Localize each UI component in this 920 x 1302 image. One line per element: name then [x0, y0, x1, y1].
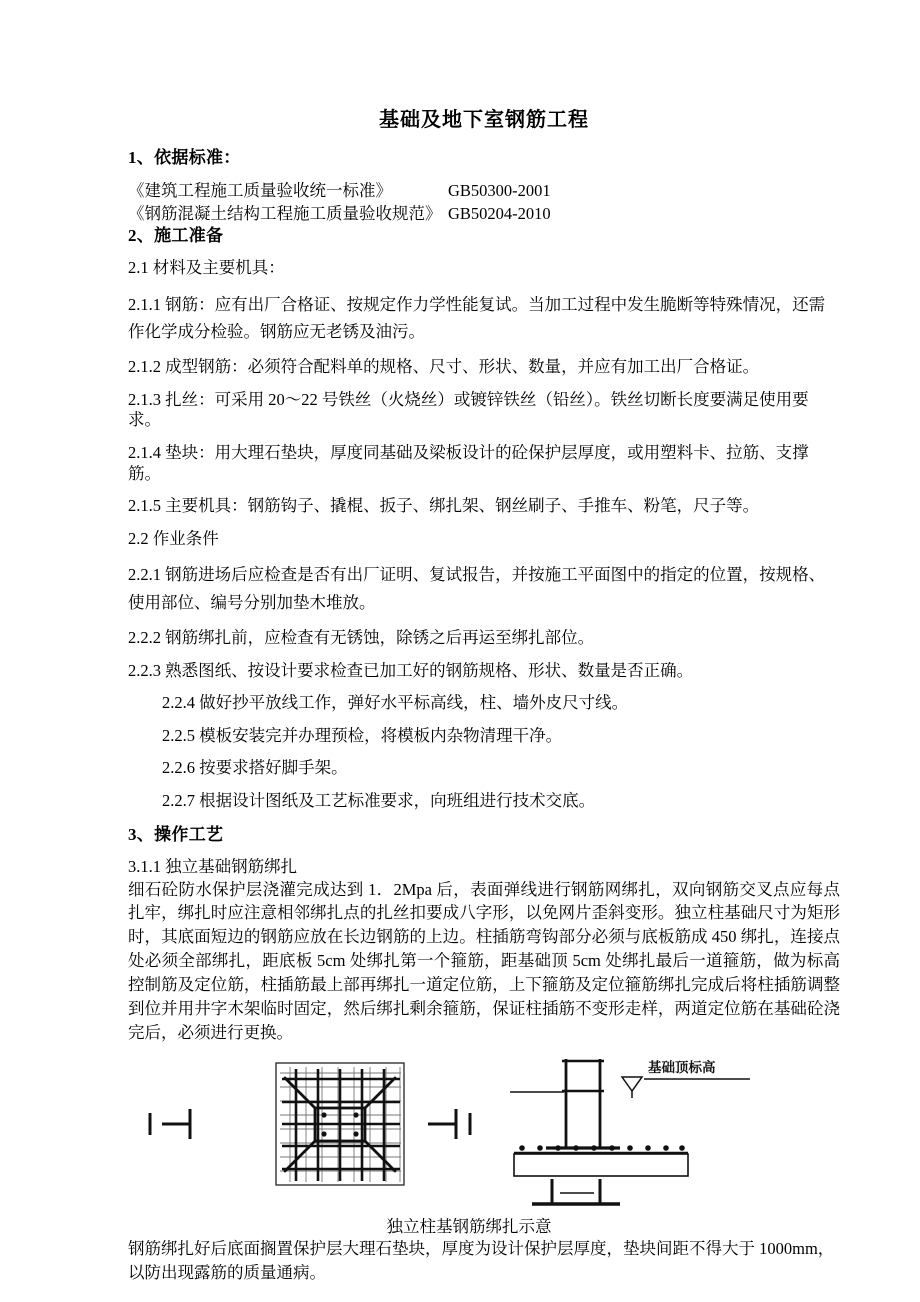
paragraph-3-1-1: 细石砼防水保护层浇灌完成达到 1．2Mpa 后，表面弹线进行钢筋网绑扎，双向钢筋交叉点应每点扎牢，绑扎时应注意相邻绑扎点的扎丝扣要成八字形，以免网片歪斜变形。独立柱基础尺寸为矩形时，其底面短边的钢筋应放在长边钢筋的上边。柱插筋弯钩部分必须与底板筋成 450 绑扎，连接点处必须全部绑扎，距底板 5cm 处绑扎第一个箍筋，距基础顶 5cm 处绑扎最后一道箍筋，做为标高控制筋及定位筋，柱插筋最上部再绑扎一道定位筋，上下箍筋及定位箍筋绑扎完成后将柱插筋调整到位并用井字木架临时固定，然后绑扎剩余箍筋，保证柱插筋不变形走样，两道定位筋在基础砼浇完后，必须进行更换。	[128, 879, 840, 1043]
item-2-2-7: 2.2.7 根据设计图纸及工艺标准要求，向班组进行技术交底。	[162, 791, 596, 811]
paragraph-tail: 钢筋绑扎好后底面搁置保护层大理石垫块，厚度为设计保护层厚度，垫块间距不得大于 1000mm，以防出现露筋的质量通病。	[128, 1239, 835, 1283]
item-2-2-1: 2.2.1 钢筋进场后应检查是否有出厂证明、复试报告，并按施工平面图中的指定的位置，按规格、使用部位、编号分别加垫木堆放。	[128, 565, 826, 612]
item-2-1-4: 2.1.4 垫块：用大理石垫块，厚度同基础及梁板设计的砼保护层厚度，或用塑料卡、拉筋、支撑筋。	[128, 442, 809, 483]
standard-code: GB50204-2010	[448, 203, 551, 223]
rebar-mesh	[282, 1069, 400, 1181]
standard-row	[128, 180, 840, 202]
plan-view-diagram	[150, 1063, 470, 1185]
figure-rebar-tying	[128, 1051, 840, 1216]
column-stirrups	[562, 1061, 604, 1091]
elevation-triangle-icon	[622, 1077, 642, 1091]
item-2-2-2: 2.2.2 钢筋绑扎前，应检查有无锈蚀，除锈之后再运至绑扎部位。	[128, 627, 595, 647]
standard-name: 《建筑工程施工质量验收统一标准》	[128, 181, 392, 201]
item-2-1-2: 2.1.2 成型钢筋：必须符合配料单的规格、尺寸、形状、数量，并应有加工出厂合格证。	[128, 357, 760, 377]
page-title: 基础及地下室钢筋工程	[379, 109, 589, 131]
section-marker-right	[428, 1109, 470, 1139]
figure-caption: 独立柱基钢筋绑扎示意	[386, 1216, 552, 1236]
section-marker-left	[150, 1109, 190, 1139]
section-2-heading: 2、施工准备	[128, 225, 224, 245]
item-2-1-5: 2.1.5 主要机具：钢筋钩子、撬棍、扳子、绑扎架、钢丝刷子、手推车、粉笔，尺子等。	[128, 496, 760, 516]
column-vertical-bars	[566, 1059, 600, 1149]
item-2-2-4: 2.2.4 做好抄平放线工作，弹好水平标高线，柱、墙外皮尺寸线。	[162, 693, 629, 713]
section-view-diagram	[510, 1059, 750, 1204]
elevation-label: 基础顶标高	[648, 1059, 716, 1075]
item-2-2-6: 2.2.6 按要求搭好脚手架。	[162, 758, 348, 778]
subsection-2-1-heading: 2.1 材料及主要机具：	[128, 258, 285, 278]
item-2-2-5: 2.2.5 模板安装完并办理预检，将模板内杂物清理干净。	[162, 725, 563, 745]
item-2-1-1: 2.1.1 钢筋：应有出厂合格证、按规定作力学性能复试。当加工过程中发生脆断等特殊情况，还需作化学成分检验。钢筋应无老锈及油污。	[128, 294, 826, 341]
item-2-2-3: 2.2.3 熟悉图纸、按设计要求检查已加工好的钢筋规格、形状、数量是否正确。	[128, 660, 694, 680]
subsection-2-2-heading: 2.2 作业条件	[128, 528, 219, 548]
subsection-3-1-1-heading: 3.1.1 独立基础钢筋绑扎	[128, 856, 298, 876]
footing-slab	[514, 1154, 688, 1176]
standard-name: 《钢筋混凝土结构工程施工质量验收规范》	[128, 203, 442, 223]
standard-row	[128, 203, 840, 225]
item-2-1-3: 2.1.3 扎丝：可采用 20～22 号铁丝（火烧丝）或镀锌铁丝（铅丝）。铁丝切断长度要满足使用要求。	[128, 389, 809, 430]
standard-code: GB50300-2001	[448, 181, 551, 201]
detail-bar-support	[532, 1179, 620, 1204]
page-content	[128, 0, 840, 1285]
section-1-heading: 1、依据标准：	[128, 148, 241, 167]
figure-svg	[128, 1051, 840, 1216]
section-3-heading: 3、操作工艺	[128, 824, 224, 844]
